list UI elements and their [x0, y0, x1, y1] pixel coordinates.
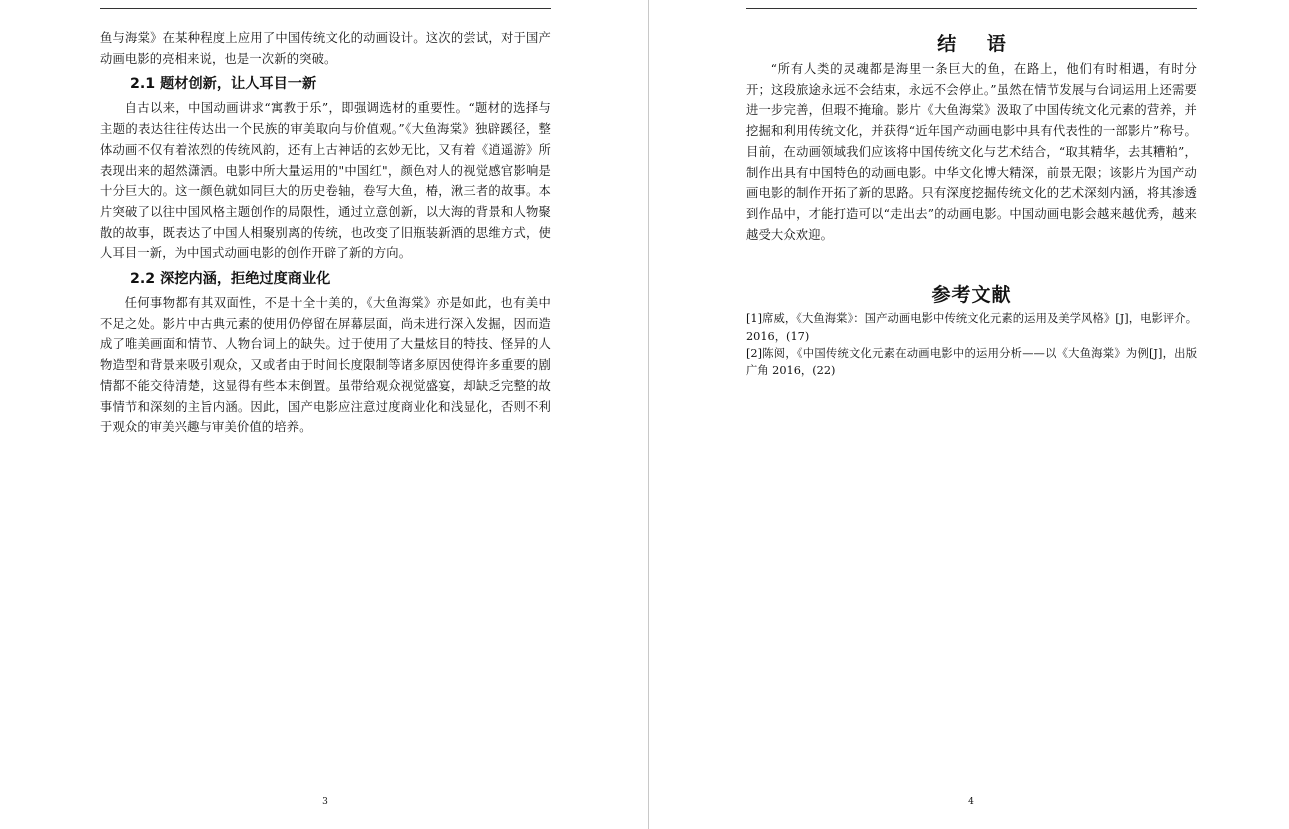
header-rule [100, 8, 551, 9]
section-2-1-paragraph: 自古以来，中国动画讲求“寓教于乐”，即强调选材的重要性。“题材的选择与主题的表达往往传达出一个民族的审美取向与价值观。”《大鱼海棠》独辟蹊径，整体动画不仅有着浓烈的传统风韵，还有上古神话的玄妙无比，又有着《逍遥游》所表现出来的超然潇洒。电影中所大量运用的"中国红"，颜色对人的视觉感官影响是十分巨大的。这一颜色就如同巨大的历史卷轴，卷写大鱼，椿，湫三者的故事。本片突破了以往中国风格主题创作的局限性，通过立意创新，以大海的背景和人物聚散的故事，既表达了中国人相聚别离的传统，也改变了旧瓶装新酒的思维方式，使人耳目一新，为中国式动画电影的创作开辟了新的方向。 [100, 101, 551, 261]
section-2-1-heading: 2.1 题材创新，让人耳目一新 [130, 76, 317, 93]
document-page-4 [650, 0, 1289, 829]
section-2-2-heading: 2.2 深挖内涵，拒绝过度商业化 [130, 271, 331, 288]
page-number: 3 [322, 797, 328, 807]
page-4-content [746, 30, 1197, 379]
intro-continuation-paragraph: 鱼与海棠》在某种程度上应用了中国传统文化的动画设计。这次的尝试，对于国产动画电影的亮相来说，也是一次新的突破。 [100, 31, 551, 66]
page-3-content [100, 28, 551, 438]
reference-item: [2]陈阅，《中国传统文化元素在动画电影中的运用分析——以《大鱼海棠》为例[J]，出版广角 2016，(22) [746, 346, 1197, 377]
conclusion-paragraph: “所有人类的灵魂都是海里一条巨大的鱼，在路上，他们有时相遇，有时分开；这段旅途永远不会结束，永远不会停止。”虽然在情节发展与台词运用上还需要进一步完善，但瑕不掩瑜。影片《大鱼海棠》汲取了中国传统文化元素的营养，并挖掘和利用传统文化，并获得“近年国产动画电影中具有代表性的一部影片”称号。目前，在动画领域我们应该将中国传统文化与艺术结合，“取其精华，去其糟粕”，制作出具有中国特色的动画电影。中华文化博大精深，前景无限；该影片为国产动画电影的制作开拓了新的思路。只有深度挖掘传统文化的艺术深刻内涵，将其渗透到作品中，才能打造可以“走出去”的动画电影。中国动画电影会越来越优秀，越来越受大众欢迎。 [746, 62, 1197, 242]
conclusion-title: 结 语 [937, 33, 1018, 55]
reference-item: [1]席威，《大鱼海棠》：国产动画电影中传统文化元素的运用及美学风格》[J]，电影评介。2016，(17) [746, 312, 1197, 343]
page-number: 4 [968, 797, 974, 807]
references-title: 参考文献 [931, 284, 1012, 307]
section-2-2-paragraph: 任何事物都有其双面性，不是十全十美的，《大鱼海棠》亦是如此，也有美中不足之处。影片中古典元素的使用仍停留在屏幕层面，尚未进行深入发掘，因而造成了唯美画面和情节、人物台词上的缺失。过于使用了大量炫目的特技、怪异的人物造型和背景来吸引观众，又或者由于时间长度限制等诸多原因使得许多重要的剧情都不能交待清楚，这显得有些本末倒置。虽带给观众视觉盛宴，却缺乏完整的故事情节和深刻的主旨内涵。因此，国产电影应注意过度商业化和浅显化，否则不利于观众的审美兴趣与审美价值的培养。 [100, 296, 551, 435]
header-rule [746, 8, 1197, 9]
page-divider [648, 0, 649, 829]
references-list [746, 310, 1197, 379]
